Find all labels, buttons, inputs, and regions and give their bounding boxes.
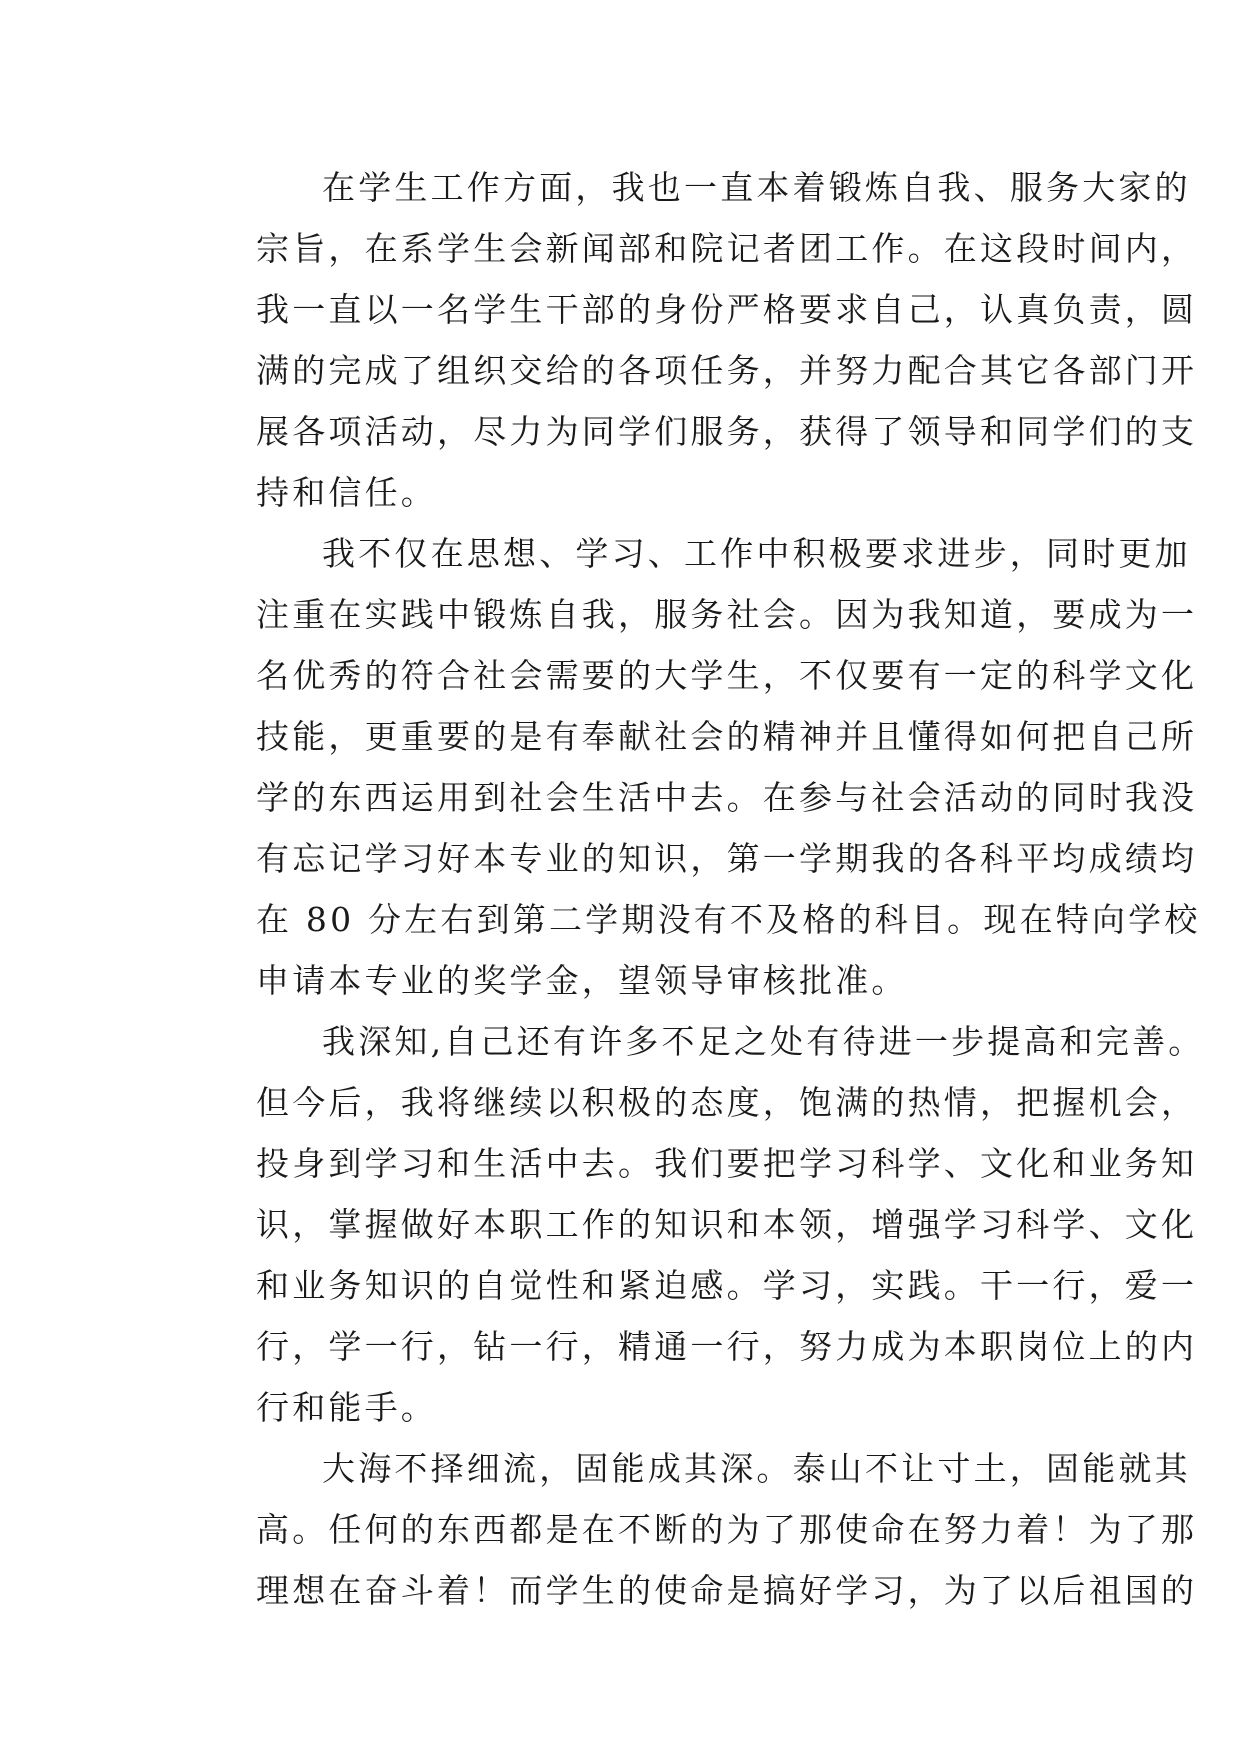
paragraph-student-work — [190, 157, 1198, 523]
text-line: 高。任何的东西都是在不断的为了那使命在努力着！为了那 — [256, 1510, 1198, 1549]
text-line: 宗旨，在系学生会新闻部和院记者团工作。在这段时间内， — [256, 229, 1198, 268]
text-line: 我深知,自己还有许多不足之处有待进一步提高和完善。 — [322, 1022, 1205, 1061]
text-line: 注重在实践中锻炼自我，服务社会。因为我知道，要成为一 — [256, 595, 1198, 634]
paragraph-practice — [190, 523, 1201, 1011]
text-line: 大海不择细流，固能成其深。泰山不让寸土，固能就其 — [322, 1449, 1191, 1488]
text-line: 技能，更重要的是有奉献社会的精神并且懂得如何把自己所 — [256, 717, 1198, 756]
text-line: 有忘记学习好本专业的知识，第一学期我的各科平均成绩均 — [256, 839, 1198, 878]
text-line: 持和信任。 — [256, 473, 437, 512]
text-line: 识，掌握做好本职工作的知识和本领，增强学习科学、文化 — [256, 1205, 1198, 1244]
text-line: 满的完成了组织交给的各项任务，并努力配合其它各部门开 — [256, 351, 1198, 390]
paragraph-self-improvement — [190, 1011, 1205, 1438]
text-line: 名优秀的符合社会需要的大学生，不仅要有一定的科学文化 — [256, 656, 1198, 695]
paragraph-mission — [190, 1438, 1198, 1621]
text-line: 在学生工作方面，我也一直本着锻炼自我、服务大家的 — [322, 168, 1191, 207]
text-line: 行，学一行，钻一行，精通一行，努力成为本职岗位上的内 — [256, 1327, 1198, 1366]
text-line: 学的东西运用到社会生活中去。在参与社会活动的同时我没 — [256, 778, 1198, 817]
text-line: 我不仅在思想、学习、工作中积极要求进步，同时更加 — [322, 534, 1191, 573]
body-text — [190, 157, 1205, 1621]
text-line: 我一直以一名学生干部的身份严格要求自己，认真负责，圆 — [256, 290, 1198, 329]
text-line: 和业务知识的自觉性和紧迫感。学习，实践。干一行，爱一 — [256, 1266, 1198, 1305]
text-line: 但今后，我将继续以积极的态度，饱满的热情，把握机会， — [256, 1083, 1198, 1122]
text-line: 申请本专业的奖学金，望领导审核批准。 — [256, 961, 908, 1000]
text-line: 在 80 分左右到第二学期没有不及格的科目。现在特向学校 — [256, 900, 1201, 939]
text-line: 理想在奋斗着！而学生的使命是搞好学习，为了以后祖国的 — [256, 1571, 1198, 1610]
text-line: 投身到学习和生活中去。我们要把学习科学、文化和业务知 — [256, 1144, 1198, 1183]
text-line: 展各项活动，尽力为同学们服务，获得了领导和同学们的支 — [256, 412, 1198, 451]
text-line: 行和能手。 — [256, 1388, 437, 1427]
